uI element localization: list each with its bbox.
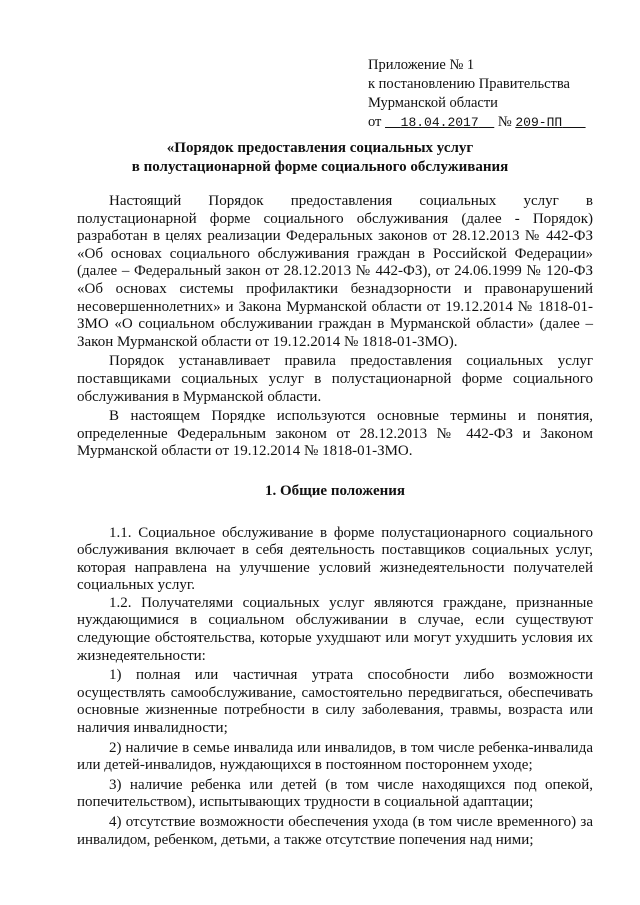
document-title: [60, 139, 580, 177]
number-label: №: [497, 114, 512, 130]
appendix-header: [368, 56, 608, 132]
resolution-date-value: 18.04.2017: [400, 115, 479, 130]
intro-paragraph: Настоящий Порядок предоставления социальных услуг в полустационарной форме социального обслуживания (далее - Порядок) разработан в целях реализации Федеральных законов от 28.12.2013 № 442-ФЗ «Об основах социального обслуживания граждан в Российской Федерации» (далее – Федеральный закон от 28.12.2013 № 442-ФЗ), от 24.06.1999 № 120-ФЗ «Об основах системы профилактики безнадзорности и правонарушений несовершеннолетних» и Закона Мурманской области от 19.12.2014 № 1818-01-ЗМО «О социальном обслуживании граждан в Мурманской области» (далее – Закон Мурманской области от 19.12.2014 № 1818-01-ЗМО).: [77, 193, 593, 350]
title-line-1: «Порядок предоставления социальных услуг: [166, 140, 474, 156]
appendix-line-3: Мурманской области: [368, 95, 498, 111]
document-body: [77, 193, 593, 849]
list-item: 1) полная или частичная утрата способности либо возможности осуществлять самообслуживание, самостоятельно передвигаться, обеспечивать основные жизненные потребности в силу заболевания, травмы, возраста или наличия инвалидности;: [77, 667, 593, 737]
intro-paragraph: В настоящем Порядке используются основные термины и понятия, определенные Федеральным законом от 28.12.2013 № 442-ФЗ и Законом Мурманской области от 19.12.2014 № 1818-01-ЗМО.: [77, 408, 593, 460]
section-heading: 1. Общие положения: [264, 482, 406, 499]
list-item: 2) наличие в семье инвалида или инвалидов, в том числе ребенка-инвалида или детей-инвалидов, нуждающихся в постоянном постороннем уходе;: [77, 739, 593, 774]
section-paragraph: 1.1. Социальное обслуживание в форме полустационарного социального обслуживания включает в себя деятельность поставщиков социальных услуг, которая направлена на улучшение условий жизнедеятельности получателей социальных услуг.: [77, 524, 593, 594]
title-line-2: в полустационарной форме социального обслуживания: [131, 159, 509, 175]
appendix-line-1: Приложение № 1: [368, 57, 475, 73]
resolution-number: [515, 115, 585, 130]
from-label: от: [368, 114, 382, 130]
section-paragraph: 1.2. Получателями социальных услуг являются граждане, признанные нуждающимися в социальном обслуживании в случае, если существуют следующие обстоятельства, которые ухудшают или могут ухудшить условия их жизнедеятельности:: [77, 594, 593, 664]
resolution-date: [385, 115, 494, 130]
list-item: 3) наличие ребенка или детей (в том числе находящихся под опекой, попечительством), испытывающих трудности в социальной адаптации;: [77, 776, 593, 811]
list-item: 4) отсутствие возможности обеспечения ухода (в том числе временного) за инвалидом, ребенком, детьми, а также отсутствие попечения над ними;: [77, 814, 593, 848]
intro-paragraph: Порядок устанавливает правила предоставления социальных услуг поставщиками социальных услуг в полустационарной форме социального обслуживания в Мурманской области.: [77, 353, 593, 405]
appendix-date-line: [368, 113, 608, 132]
resolution-number-value: 209-ПП: [515, 115, 563, 130]
appendix-line-2: к постановлению Правительства: [368, 76, 570, 92]
